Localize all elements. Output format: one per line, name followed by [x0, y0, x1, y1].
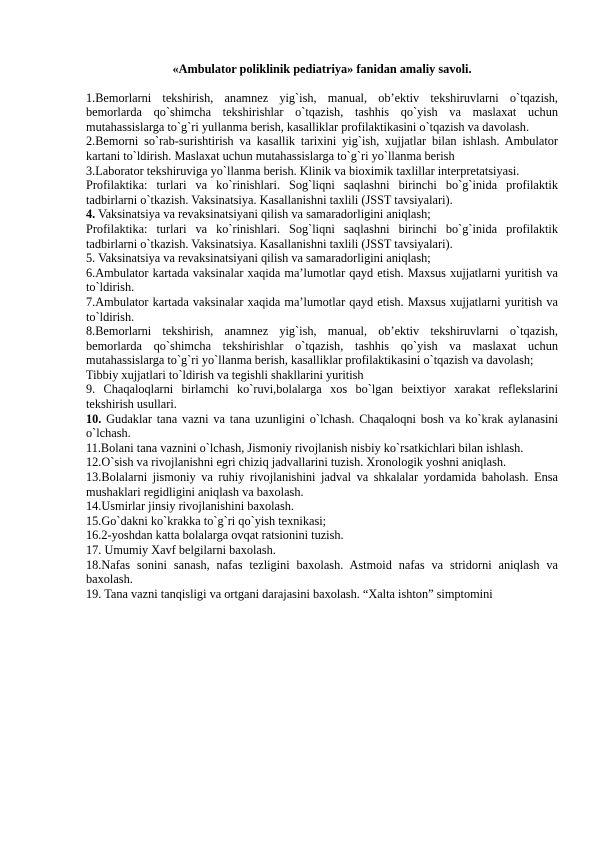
question-item [86, 91, 558, 135]
question-item [86, 164, 558, 179]
question-item [86, 324, 558, 368]
question-number: 10. [86, 411, 102, 426]
question-text: 16.2-yoshdan katta bolalarga ovqat ratsionini tuzish. [86, 528, 344, 543]
question-item [86, 178, 558, 207]
question-item [86, 412, 558, 441]
question-text: 14.Usmirlar jinsiy rivojlanishini baxolash. [86, 499, 295, 514]
question-text: Profilaktika: turlari va ko`rinishlari. Sog`liqni saqlashni birinchi bo`g`inida profilaktik tadbirlarni o`tkazish. Vaksinatsiya. Kasallanishni taxlili (JSST tavsiyalari). [86, 221, 558, 251]
question-item [86, 528, 558, 543]
question-item [86, 222, 558, 251]
question-text: 8.Bemorlarni tekshirish, anamnez yig`ish, manual, ob’ektiv tekshiruvlarni o`tqazish, bemorlarda qo`shimcha tekshirishlar o`tqazish, tashhis qo`yish va maslaxat uchun mutahassislarga to`g`ri yo`llanma berish, kasalliklar profilaktikasini o`tqazish va davolash; [86, 324, 558, 368]
question-item [86, 441, 558, 456]
question-text: 6.Ambulator kartada vaksinalar xaqida ma’lumotlar qayd etish. Maxsus xujjatlarni yuritish va to`ldirish. [86, 265, 558, 295]
question-number: 4. [86, 207, 96, 222]
question-item [86, 455, 558, 470]
question-text: 15.Go`dakni ko`krakka to`g`ri qo`yish texnikasi; [86, 513, 327, 528]
question-text: 5. Vaksinatsiya va revaksinatsiyani qilish va samaradorligini aniqlash; [86, 251, 431, 266]
question-item [86, 368, 558, 383]
question-text: 17. Umumiy Xavf belgilarni baxolash. [86, 543, 276, 557]
question-item [86, 543, 558, 558]
question-text: 18.Nafas sonini sanash, nafas tezligini baxolash. Astmoid nafas va stridorni aniqlash va baxolash. [86, 557, 558, 587]
question-text: 9. Chaqaloqlarni birlamchi ko`ruvi,bolalarga xos bo`lgan beixtiyor xarakat reflekslarini tekshirish usullari. [86, 382, 558, 412]
question-item [86, 382, 558, 411]
question-item [86, 470, 558, 499]
document-title: «Ambulator poliklinik pediatriya» fanidan amaliy savoli. [172, 62, 472, 76]
question-item [86, 251, 558, 266]
question-text: 2.Bemorni so`rab-surishtirish va kasallik tarixini yig`ish, xujjatlar bilan ishlash. Ambulator kartani to`ldirish. Maslaxat uchun mutahassislarga to`g`ri yo`llanma berish [86, 134, 558, 163]
question-item [86, 295, 558, 324]
question-text: Profilaktika: turlari va ko`rinishlari. Sog`liqni saqlashni birinchi bo`g`inida profilaktik tadbirlarni o`tkazish. Vaksinatsiya. Kasallanishni taxlili (JSST tavsiyalari). [86, 178, 558, 207]
question-item [86, 499, 558, 514]
question-text: 7.Ambulator kartada vaksinalar xaqida ma’lumotlar qayd etish. Maxsus xujjatlarni yuritish va to`ldirish. [86, 294, 558, 324]
question-item [86, 587, 558, 602]
question-text: 12.O`sish va rivojlanishni egri chiziq jadvallarini tuzish. Xronologik yoshni aniqlash. [86, 455, 507, 470]
question-list [86, 91, 558, 602]
question-text: 13.Bolalarni jismoniy va ruhiy rivojlanishini jadval va shkalalar yordamida baholash. Ensa mushaklari regidligini aniqlash va baxolash. [86, 470, 558, 499]
question-text: Tibbiy xujjatlari to`ldirish va tegishli shakllarini yuritish [86, 367, 364, 382]
question-item [86, 266, 558, 295]
question-text: 3.Laborator tekshiruviga yo`llanma berish. Klinik va bioximik taxlillar interpretatsiyasi. [86, 163, 520, 178]
question-item [86, 558, 558, 587]
question-text: Gudaklar tana vazni va tana uzunligini o`lchash. Chaqaloqni bosh va ko`krak aylanasini o`lchash. [86, 411, 558, 441]
question-text: Vaksinatsiya va revaksinatsiyani qilish va samaradorligini aniqlash; [95, 207, 431, 222]
question-item [86, 207, 558, 222]
question-text: 19. Tana vazni tanqisligi va ortgani darajasini baxolash. “Xalta ishton” simptomini [86, 586, 493, 601]
document-page [86, 62, 558, 601]
question-text: 1.Bemorlarni tekshirish, anamnez yig`ish, manual, ob’ektiv tekshiruvlarni o`tqazish, bemorlarda qo`shimcha tekshirishlar o`tqazish, tashhis qo`yish va maslaxat uchun mutahassislarga to`g`ri yullanma berish, kasalliklar profilaktikasini o`tqazish va davolash. [86, 90, 558, 134]
question-text: 11.Bolani tana vaznini o`lchash, Jismoniy rivojlanish nisbiy ko`rsatkichlari bilan ishlash. [86, 440, 524, 455]
question-item [86, 514, 558, 529]
question-item [86, 134, 558, 163]
